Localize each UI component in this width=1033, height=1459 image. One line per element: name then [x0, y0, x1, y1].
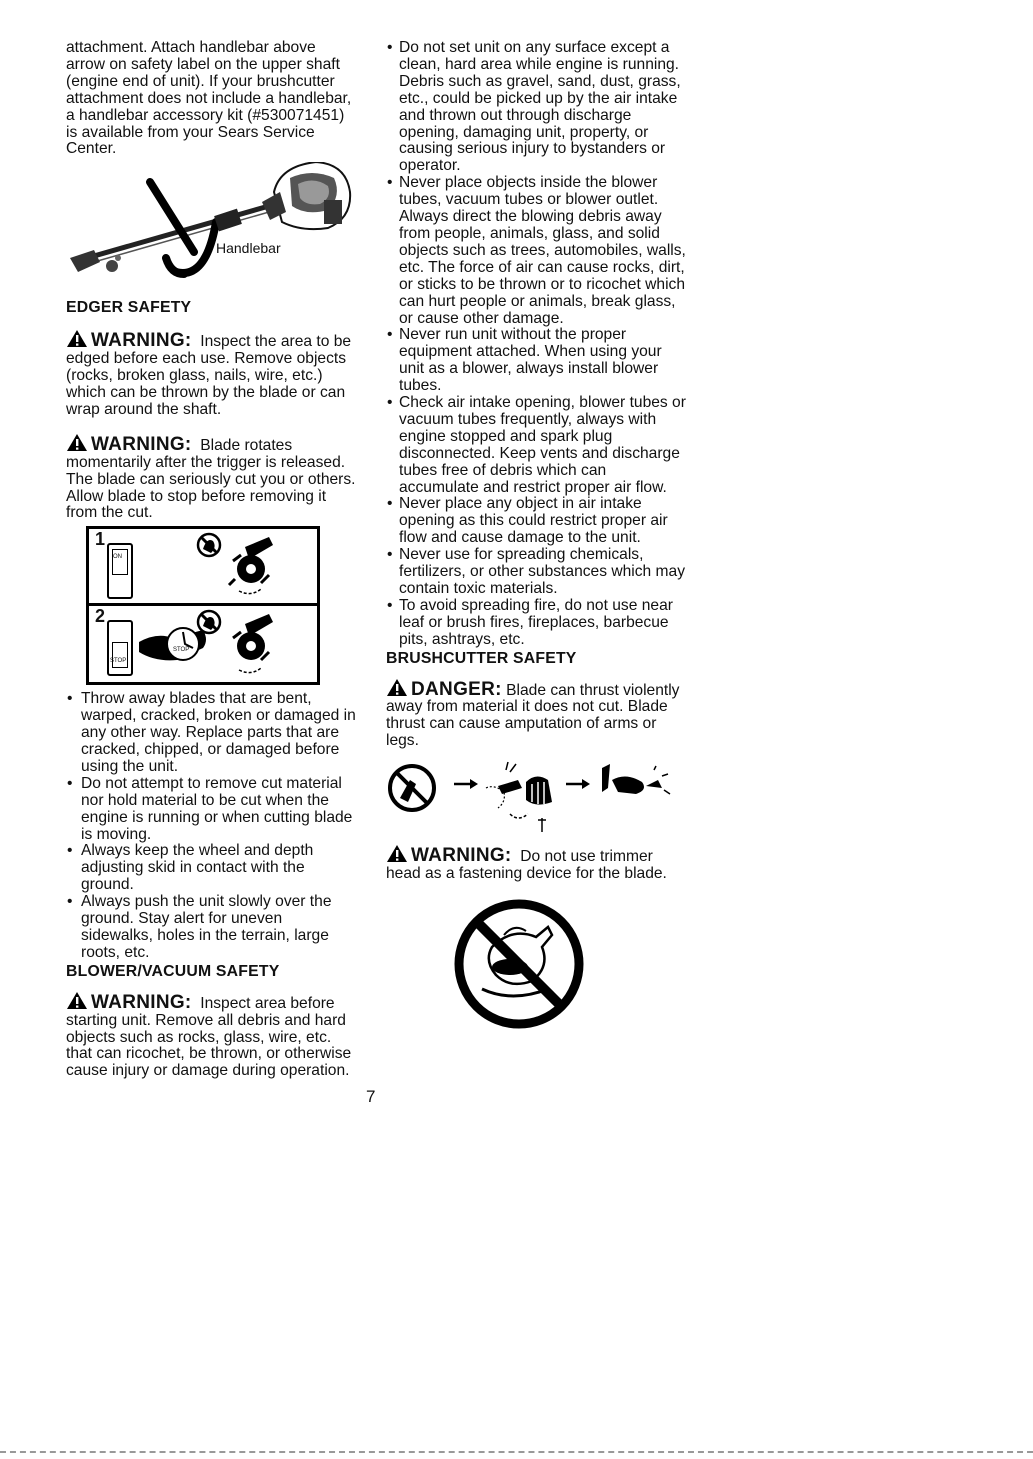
blower-bullet-list — [386, 40, 686, 649]
panel-number: 1 — [95, 529, 106, 550]
list-item: • Do not set unit on any surface except a clean, hard area while engine is running. Debris such as gravel, sand, dust, grass, etc., could be picked up by the air intake and thrown out through discharge opening, damaging unit, property, or causing serious injury to bystanders or operator. — [386, 40, 686, 175]
list-item: • Do not attempt to remove cut material nor hold material to be cut when the engine is running or when cutting blade is moving. — [66, 776, 356, 844]
blower-vacuum-safety-heading: BLOWER/VACUUM SAFETY — [66, 962, 280, 980]
brushcutter-safety-heading: BRUSHCUTTER SAFETY — [386, 649, 577, 667]
list-item: • Throw away blades that are bent, warped, cracked, broken or damaged in any other way. Replace parts that are cracked, chipped, or damaged before using the unit. — [66, 691, 356, 776]
list-item: • Check air intake opening, blower tubes or vacuum tubes frequently, always with engine stopped and spark plug disconnected. Keep vents and discharge tubes free of debris which can accumulate and restrict proper air flow. — [386, 395, 686, 496]
dial-label: STOP — [173, 647, 190, 654]
switch-icon — [107, 543, 133, 599]
list-item: • Never run unit without the proper equipment attached. When using your unit as a blower, always install blower tubes. — [386, 327, 686, 395]
switch-figure — [86, 526, 320, 685]
list-item: • Never place any object in air intake opening as this could restrict proper air flow and cause damage to the unit. — [386, 496, 686, 547]
warning-text: Blade rotates momentarily after the trigger is released. The blade can seriously cut you or others. Allow blade to stop before removing it from the cut. — [66, 436, 356, 522]
handlebar-label: Handlebar — [216, 240, 281, 257]
danger-text: Blade can thrust violently away from material it does not cut. Blade thrust can cause amputation of arms or legs. — [386, 681, 680, 750]
warning-text: Inspect area before starting unit. Remove all debris and hard objects such as rocks, glass, wire, etc. that can ricochet, be thrown, or otherwise cause injury or damage during operation. — [66, 994, 352, 1080]
switch-panel-2 — [89, 606, 317, 682]
edger-warning-2 — [66, 433, 356, 523]
warning-triangle-icon — [66, 991, 88, 1010]
warning-triangle-icon — [386, 844, 408, 863]
handlebar-figure — [66, 162, 356, 292]
danger-label: DANGER: — [411, 678, 502, 700]
warning-label: WARNING: — [91, 991, 192, 1013]
right-column — [386, 40, 686, 1036]
edger-bullet-list — [66, 691, 356, 962]
warning-triangle-icon — [66, 329, 88, 348]
trimmer-handlebar-illustration — [66, 162, 356, 292]
left-column — [66, 40, 356, 1080]
blower-warning — [66, 991, 356, 1081]
list-item: • Never use for spreading chemicals, fertilizers, or other substances which may contain toxic materials. — [386, 547, 686, 598]
page-number: 7 — [366, 1087, 376, 1106]
warning-triangle-icon — [386, 678, 408, 697]
panel-number: 2 — [95, 606, 106, 627]
switch-label: ON — [113, 554, 122, 561]
warning-text: Inspect the area to be edged before each use. Remove objects (rocks, broken glass, nails, wire, etc.) which can be thrown by the blade or can wrap around the shaft. — [66, 333, 352, 418]
warning-triangle-icon — [66, 433, 88, 452]
warning-label: WARNING: — [91, 330, 192, 352]
blade-thrust-figure — [386, 758, 686, 838]
warning-text: Do not use trimmer head as a fastening device for the blade. — [386, 848, 667, 883]
no-hands-blade-icon — [189, 531, 309, 601]
switch-panel-1 — [89, 529, 317, 606]
danger-notice — [386, 678, 686, 751]
edger-warning-1 — [66, 329, 356, 419]
intro-paragraph: attachment. Attach handlebar above arrow on safety label on the upper shaft (engine end of unit). If your brushcutter attachment does not include a handlebar, a handlebar accessory kit (#530071451) is available from your Sears Service Center. — [66, 39, 352, 158]
blade-thrust-illustration — [386, 758, 676, 838]
no-trimmer-head-figure — [452, 897, 686, 1036]
warning-label: WARNING: — [91, 433, 192, 455]
warning-label: WARNING: — [411, 845, 512, 867]
list-item: • Always push the unit slowly over the ground. Stay alert for uneven sidewalks, holes in the terrain, large roots, etc. — [66, 894, 356, 962]
bottom-rule — [0, 1451, 1033, 1453]
list-item: • Never place objects inside the blower tubes, vacuum tubes or blower outlet. Always direct the blowing debris away from people, animals, glass, and solid objects such as trees, automobiles, walls, etc. The force of air can cause rocks, dirt, or sticks to be thrown or to ricochet which can hurt people or animals, break glass, or cause other damage. — [386, 175, 686, 327]
switch-label: STOP — [110, 658, 127, 665]
switch-icon — [107, 620, 133, 676]
trimmer-warning — [386, 844, 686, 883]
edger-safety-heading: EDGER SAFETY — [66, 299, 192, 317]
list-item: • To avoid spreading fire, do not use near leaf or brush fires, fireplaces, barbecue pits, ashtrays, etc. — [386, 598, 686, 649]
prohibited-trimmer-head-icon — [452, 897, 586, 1031]
list-item: • Always keep the wheel and depth adjusting skid in contact with the ground. — [66, 843, 356, 894]
hand-timer-blade-icon — [133, 608, 313, 680]
